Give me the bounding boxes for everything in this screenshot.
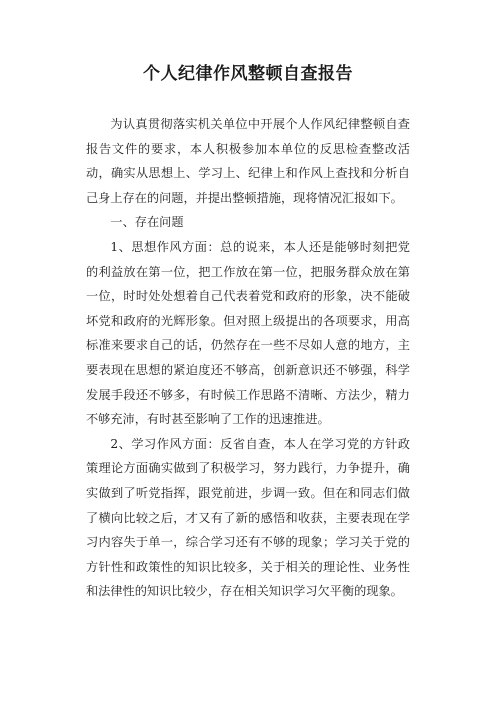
paragraph-study: 2、学习作风方面：反省自查，本人在学习党的方针政策理论方面确实做到了积极学习，努力践行，力争提升，确实做到了听党指挥，跟党前进，步调一致。但在和同志们做了横向比较之后，才又有了新的感悟和收获，主要表现在学习内容失于单一，综合学习还有不够的现象；学习关于党的方针性和政策性的知识比较多，关于相关的理论性、业务性和法律性的知识比较少，存在相关知识学习欠平衡的现象。 (86, 436, 410, 599)
document-title: 个人纪律作风整顿自查报告 (143, 64, 353, 84)
paragraph-ideology: 1、思想作风方面：总的说来，本人还是能够时刻把党的利益放在第一位，把工作放在第一位，把服务群众放在第一位，时时处处想着自己代表着党和政府的形象，决不能破坏党和政府的光辉形象。但对照上级提出的各项要求，用高标准来要求自己的话，仍然存在一些不尽如人意的地方，主要表现在思想的紧迫度还不够高，创新意识还不够强，科学发展手段还不够多，有时候工作思路不清晰、方法少，精力不够充沛，有时甚至影响了工作的迅速推进。 (86, 239, 410, 427)
paragraph-intro: 为认真贯彻落实机关单位中开展个人作风纪律整顿自查报告文件的要求，本人积极参加本单位的反思检查整改活动，确实从思想上、学习上、纪律上和作风上查找和分析自己身上存在的问题，并提出整顿措施，现将情况汇报如下。 (86, 117, 410, 205)
section-heading-problems: 一、存在问题 (110, 215, 184, 230)
document-body (86, 112, 410, 604)
